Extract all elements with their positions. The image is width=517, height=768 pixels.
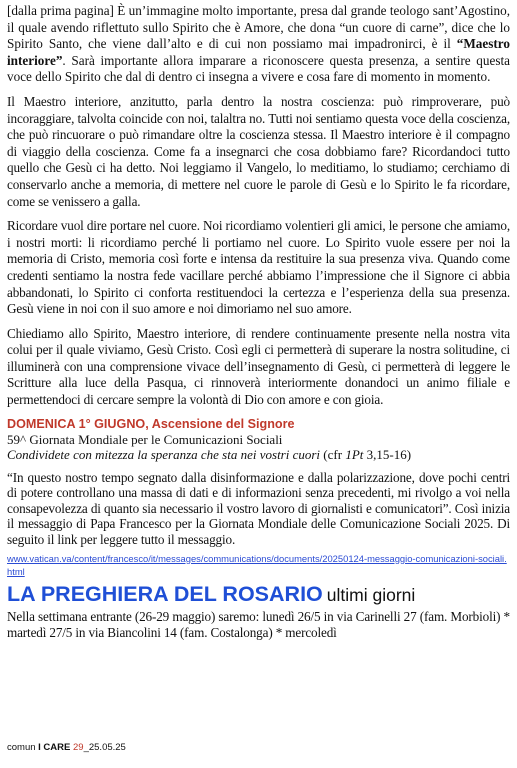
rosary-heading <box>7 582 510 609</box>
motto-line <box>7 447 510 463</box>
intro-text-before: [dalla prima pagina] È un’immagine molto importante, presa dal grande teologo sant’Agostino, il quale avendo riflettuto sullo Spirito che è Amore, che dona “un cuore di carne”, dice che lo Spirito Santo, che viene dall’alto e di cui non possiamo mai impadronirci, è il <box>7 3 510 52</box>
motto-ref-open: (cfr <box>320 447 346 463</box>
pope-message-quote: “In questo nostro tempo segnato dalla disinformazione e dalla polarizzazione, dove pochi centri di potere controllano una massa di dati e di informazioni senza precedenti, mi rivolgo a voi nella consapevolezza di quanto sia necessario il vostro lavoro di giornalisti e comunicatori”. Così inizia il messaggio di Papa Francesco per la Giornata Mondiale delle Comunicazione Sociali 2025. Di seguito il link per leggere tutto il messaggio. <box>7 469 510 548</box>
newsletter-page <box>7 3 510 642</box>
chiediamo-paragraph: Chiediamo allo Spirito, Maestro interiore, di rendere continuamente presente nella nostra vita colui per il quale viviamo, Gesù Cristo. Così egli ci permetterà di superare la nostra solitudine, ci illuminerà con una comprensione vivace dell’insegnamento di Gesù, ci permetterà di leggere le Scritture alla luce della Pasqua, ci rinnoverà interiormente donandoci un animo filiale e permettendoci di cercare sempre la volontà di Dio con amore e con gioia. <box>7 325 510 408</box>
intro-text-after: . Sarà importante allora imparare a riconoscere questa presenza, a sentire questa voce dello Spirito che dal di dentro ci insegna a vivere e cosa fare di momento in momento. <box>7 52 510 85</box>
footer-brand: I CARE <box>38 742 71 753</box>
page-footer <box>7 742 126 753</box>
rosary-schedule-text: Nella settimana entrante (26-29 maggio) saremo: lunedì 26/5 in via Carinelli 27 (fam. Morbioli) * martedì 27/5 in via Biancolini 14 (fam. Costalonga) * mercoledì <box>7 608 510 641</box>
world-day-line: 59^ Giornata Mondiale per le Comunicazioni Sociali <box>7 431 283 447</box>
footer-issue-number: 29 <box>73 742 84 753</box>
vatican-message-link[interactable]: www.vatican.va/content/francesco/it/messages/communications/documents/20250124-messaggio-comunicazioni-sociali.html <box>7 552 507 577</box>
intro-paragraph <box>7 3 510 86</box>
rosary-title: LA PREGHIERA DEL ROSARIO <box>7 581 323 606</box>
motto-ref-book: 1Pt <box>345 447 364 463</box>
maestro-interiore-emphasis: “Maestro interiore” <box>7 36 510 68</box>
ricordare-paragraph: Ricordare vuol dire portare nel cuore. Noi ricordiamo volentieri gli amici, le persone che amiamo, i nostri morti: li ricordiamo perché li portiamo nel cuore. Lo Spirito vuole essere per noi la memoria di Cristo, memoria così forte e intensa da restituire la sua presenza viva. Quando come credenti sentiamo la nostra fede vacillare perché abbiamo l’impressione che il Signore ci abbia abbandonati, lo Spirito ci conforta restituendoci la certezza e l’esperienza della sua presenza. Gesù viene in noi con il suo amore e noi dimoriamo nel suo amore. <box>7 218 510 317</box>
footer-date: _25.05.25 <box>83 742 126 753</box>
rosary-subtitle: ultimi giorni <box>326 584 416 605</box>
sunday-heading: DOMENICA 1° GIUGNO, Ascensione del Signore <box>7 416 295 431</box>
motto-text: Condividete con mitezza la speranza che sta nei vostri cuori <box>7 447 321 463</box>
motto-ref-close: 3,15-16) <box>363 447 412 463</box>
coscienza-paragraph: Il Maestro interiore, anzitutto, parla dentro la nostra coscienza: può rimproverare, può incoraggiare, talvolta coincide con noi, talaltra no. Tutti noi sentiamo questa voce della coscienza, che può rincuorare o può rimandare oltre la coscienza stessa. Il Maestro interiore è il compagno di viaggio della coscienza. Come fa a insegnarci che cosa dobbiamo fare? Ricordandoci tutto quello che Gesù ci ha detto. Noi leggiamo il Vangelo, lo meditiamo, lo studiamo; cerchiamo di conservarlo anche a memoria, di mettere nel cuore le parole di Gesù e lo Spirito le fa ricordare, come se venissero a galla. <box>7 93 510 209</box>
footer-prefix: comun <box>7 742 39 753</box>
